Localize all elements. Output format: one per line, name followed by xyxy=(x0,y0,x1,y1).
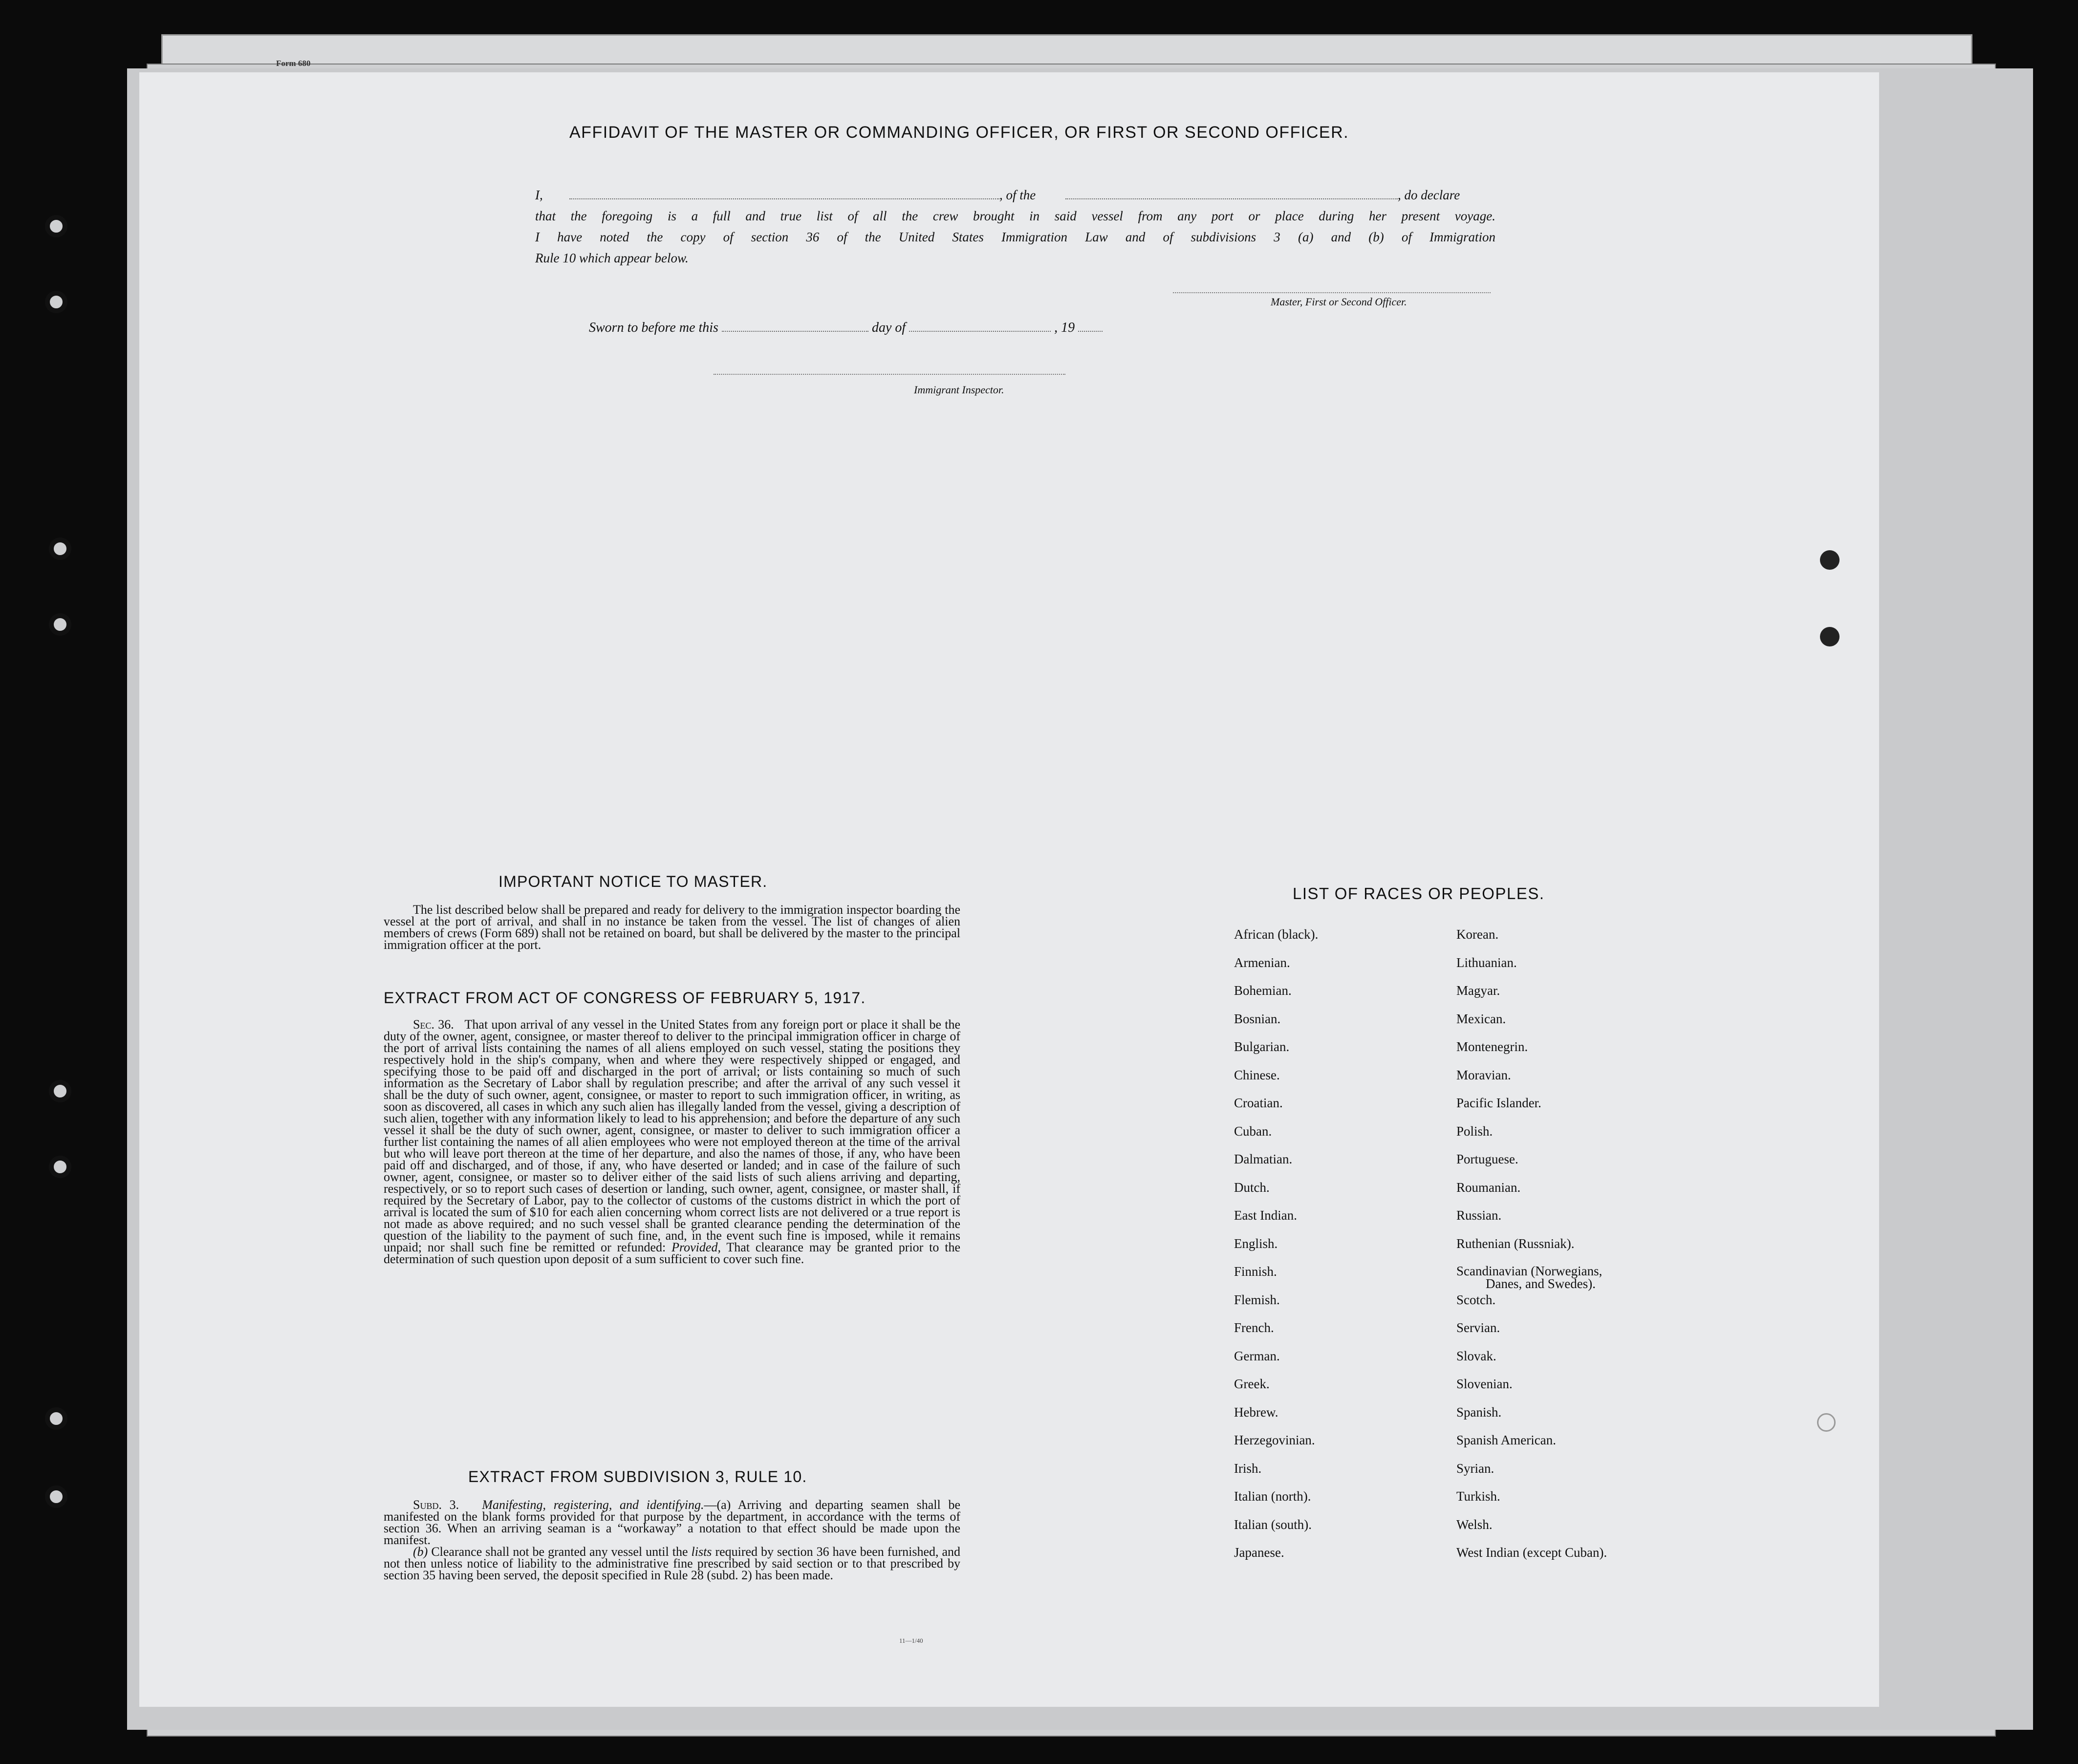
race-item: Chinese. xyxy=(1234,1067,1280,1082)
race-item: Magyar. xyxy=(1456,983,1500,998)
sworn-day-field[interactable] xyxy=(722,331,868,332)
punch-hole xyxy=(45,291,67,313)
master-signature-label: Master, First or Second Officer. xyxy=(1271,296,1407,308)
punch-hole xyxy=(49,538,71,560)
race-item: Cuban. xyxy=(1234,1123,1272,1139)
race-item: Russian. xyxy=(1456,1208,1502,1223)
race-item: Bosnian. xyxy=(1234,1011,1281,1026)
race-item: Greek. xyxy=(1234,1377,1270,1391)
race-item: Bohemian. xyxy=(1234,983,1292,998)
punch-hole xyxy=(49,613,71,636)
affidavit-do-declare: , do declare xyxy=(1398,188,1460,202)
affidavit-line-1 xyxy=(535,185,1495,206)
punch-hole xyxy=(45,1407,67,1430)
race-item: Herzegovinian. xyxy=(1234,1433,1315,1447)
subdivision-b xyxy=(384,1546,960,1581)
affidavit-line-4: Rule 10 which appear below. xyxy=(535,251,689,265)
race-item: English. xyxy=(1234,1236,1278,1251)
punch-hole xyxy=(45,215,67,237)
act-body: That upon arrival of any vessel in the United States from any foreign port or place it shall be the duty of the owner, agent, consignee, or master thereof to deliver to the principal immigration officer in charge of the port of arrival lists containing the names of all aliens employed on such vessel, stating the positions they respectively hold in the ship's company, when and where they were respectively shipped or engaged, and specifying those to be paid off and discharged in the port of arrival; or lists containing so much of such information as the Secretary of Labor shall by regulation prescribe; and after the arrival of any such vessel it shall be the duty of such owner, agent, consignee, or master to report to such immigration officer, in writing, as soon as discovered, all cases in which any such alien has illegally landed from the vessel, giving a description of such alien, together with any information likely to lead to his apprehension; and before the departure of any such vessel it shall be the duty of such owner, agent, consignee, or master to deliver to such immigration officer a further list containing the names of all alien employees who were not employed thereon at the time of the arrival but who will leave port thereon at the time of her departure, and also the names of those, if any, who have been paid off and discharged, and of those, if any, who have deserted or landed; and in case of the failure of such owner, agent, consignee, or master so to deliver either of the said lists of such aliens arriving and departing, respectively, or so to report such cases of desertion or landing, such owner, agent, consignee, or master shall, if required by the Secretary of Labor, pay to the collector of customs of the customs district in which the port of arrival is located the sum of $10 for each alien concerning whom correct lists are not delivered or a true report is not made as above required; and no such vessel shall be granted clearance pending the determination of the question of the liability to the payment of such fine, and, in the event such fine is imposed, while it remains unpaid; nor shall such fine be remitted or refunded: xyxy=(384,1017,961,1254)
race-item: Dutch. xyxy=(1234,1180,1270,1195)
affidavit-body xyxy=(535,185,1495,269)
race-item: Slovak. xyxy=(1456,1348,1496,1363)
punch-hole xyxy=(49,1156,71,1178)
vessel-name-field[interactable] xyxy=(1065,190,1398,199)
printer-mark: 11—1/40 xyxy=(899,1637,923,1644)
race-item: Slovenian. xyxy=(1456,1377,1513,1391)
act-body-end: That clearance may be granted prior to the determination of such question upon deposit of a sum sufficient to cover such fine. xyxy=(384,1240,960,1266)
race-item: Spanish American. xyxy=(1456,1433,1556,1447)
subd-label: Subd. 3. xyxy=(413,1498,459,1512)
race-item: Scotch. xyxy=(1456,1292,1496,1307)
sworn-month-field[interactable] xyxy=(909,331,1051,332)
race-item: Mexican. xyxy=(1456,1011,1506,1026)
punch-hole xyxy=(49,1080,71,1102)
sworn-year-field[interactable] xyxy=(1078,331,1103,332)
punch-hole xyxy=(45,1485,67,1508)
race-item: Bulgarian. xyxy=(1234,1039,1290,1054)
punch-hole xyxy=(1817,1413,1836,1432)
race-item: Irish. xyxy=(1234,1461,1262,1476)
subd-b-lists: lists xyxy=(691,1545,712,1559)
race-item: Italian (north). xyxy=(1234,1489,1311,1504)
affidavit-line-3: I have noted the copy of section 36 of the United States Immigration Law and of subdivisions 3 (a) and (b) of Immigration xyxy=(535,230,1495,244)
race-item: Dalmatian. xyxy=(1234,1152,1293,1166)
provided-word: Provided, xyxy=(671,1240,721,1254)
notice-text xyxy=(384,904,960,951)
race-item: German. xyxy=(1234,1348,1280,1363)
subd-a-text: Arriving and departing seamen shall be manifested on the blank forms provided for that purpose by the department, in accordance with the terms of section 36. When an arriving seaman is a “workaway” a notation to that effect should be made upon the manifest. xyxy=(384,1498,961,1547)
race-item: African (black). xyxy=(1234,927,1319,942)
race-item: Armenian. xyxy=(1234,955,1290,970)
race-item: Moravian. xyxy=(1456,1067,1511,1082)
master-name-field[interactable] xyxy=(569,190,999,199)
race-item: Pacific Islander. xyxy=(1456,1096,1541,1110)
subdivision-a xyxy=(384,1499,960,1546)
sworn-line xyxy=(589,320,1103,336)
race-item: Turkish. xyxy=(1456,1489,1500,1504)
act-extract-text xyxy=(384,1019,960,1265)
race-item: Welsh. xyxy=(1456,1517,1493,1532)
race-item: West Indian (except Cuban). xyxy=(1456,1545,1607,1560)
races-title: LIST OF RACES OR PEOPLES. xyxy=(1293,884,1545,903)
race-item: Ruthenian (Russniak). xyxy=(1456,1236,1575,1251)
race-item: Danes, and Swedes). xyxy=(1486,1276,1596,1291)
sec-label: Sec. 36. xyxy=(413,1017,454,1032)
punch-hole xyxy=(1820,627,1840,646)
race-item: Polish. xyxy=(1456,1123,1493,1139)
act-extract-title: EXTRACT FROM ACT OF CONGRESS OF FEBRUARY 5, 1917. xyxy=(384,989,866,1007)
rule-extract-text xyxy=(384,1499,960,1581)
subd-b-marker: (b) xyxy=(413,1545,428,1559)
race-item: Japanese. xyxy=(1234,1545,1284,1560)
affidavit-title: AFFIDAVIT OF THE MASTER OR COMMANDING OFFICER, OR FIRST OR SECOND OFFICER. xyxy=(569,123,1349,142)
race-item: Finnish. xyxy=(1234,1264,1277,1279)
race-item: French. xyxy=(1234,1320,1274,1335)
races-column-1 xyxy=(1234,927,1318,1574)
inspector-signature-field[interactable] xyxy=(714,374,1065,375)
subd-a-marker: —(a) xyxy=(704,1498,731,1512)
master-signature-field[interactable] xyxy=(1173,292,1491,293)
subd-heading: Manifesting, registering, and identifying. xyxy=(482,1498,704,1512)
sworn-day-label: day of xyxy=(871,320,906,335)
affidavit-of-the: , of the xyxy=(999,188,1036,202)
notice-title: IMPORTANT NOTICE TO MASTER. xyxy=(498,873,768,890)
punch-hole xyxy=(1820,550,1840,570)
affidavit-line-2: that the foregoing is a full and true list of all the crew brought in said vessel from any port or place during her present voyage. xyxy=(535,209,1495,223)
race-item: Spanish. xyxy=(1456,1404,1502,1420)
race-item: Scandinavian (Norwegians, xyxy=(1456,1264,1602,1278)
race-item: Korean. xyxy=(1456,927,1499,942)
rule-extract-title: EXTRACT FROM SUBDIVISION 3, RULE 10. xyxy=(468,1468,807,1485)
race-item: Roumanian. xyxy=(1456,1180,1521,1195)
race-item: Syrian. xyxy=(1456,1461,1494,1476)
affidavit-i: I, xyxy=(535,188,543,202)
race-item: Flemish. xyxy=(1234,1292,1280,1307)
form-page xyxy=(139,72,1879,1707)
race-item: Lithuanian. xyxy=(1456,955,1517,970)
sworn-prefix: Sworn to before me this xyxy=(589,320,718,335)
subd-b-text-2: required by section 36 have been furnished, and not then unless notice of liability to the administrative fine prescribed by said section or to that prescribed by section 35 having been served, the deposit specified in Rule 28 (subd. 2) has been made. xyxy=(384,1545,961,1582)
race-item: Croatian. xyxy=(1234,1096,1283,1110)
form-number: Form 680 xyxy=(276,59,311,68)
inspector-label: Immigrant Inspector. xyxy=(914,384,1004,396)
race-item-multiline xyxy=(1456,1265,1607,1293)
race-item: Hebrew. xyxy=(1234,1404,1278,1420)
race-item: Portuguese. xyxy=(1456,1152,1518,1166)
race-item: Montenegrin. xyxy=(1456,1039,1528,1054)
subd-b-text-1: Clearance shall not be granted any vessel until the xyxy=(431,1545,688,1559)
sworn-year-label: , 19 xyxy=(1054,320,1075,335)
race-item: East Indian. xyxy=(1234,1208,1297,1223)
races-column-2 xyxy=(1456,927,1607,1574)
race-item: Servian. xyxy=(1456,1320,1500,1335)
notice-body: The list described below shall be prepared and ready for delivery to the immigration inspector boarding the vessel at the port of arrival, and shall in no instance be taken from the vessel. The list of changes of alien members of crews (Form 689) shall not be retained on board, but shall be delivered by the master to the principal immigration officer at the port. xyxy=(384,903,960,952)
race-item: Italian (south). xyxy=(1234,1517,1312,1532)
